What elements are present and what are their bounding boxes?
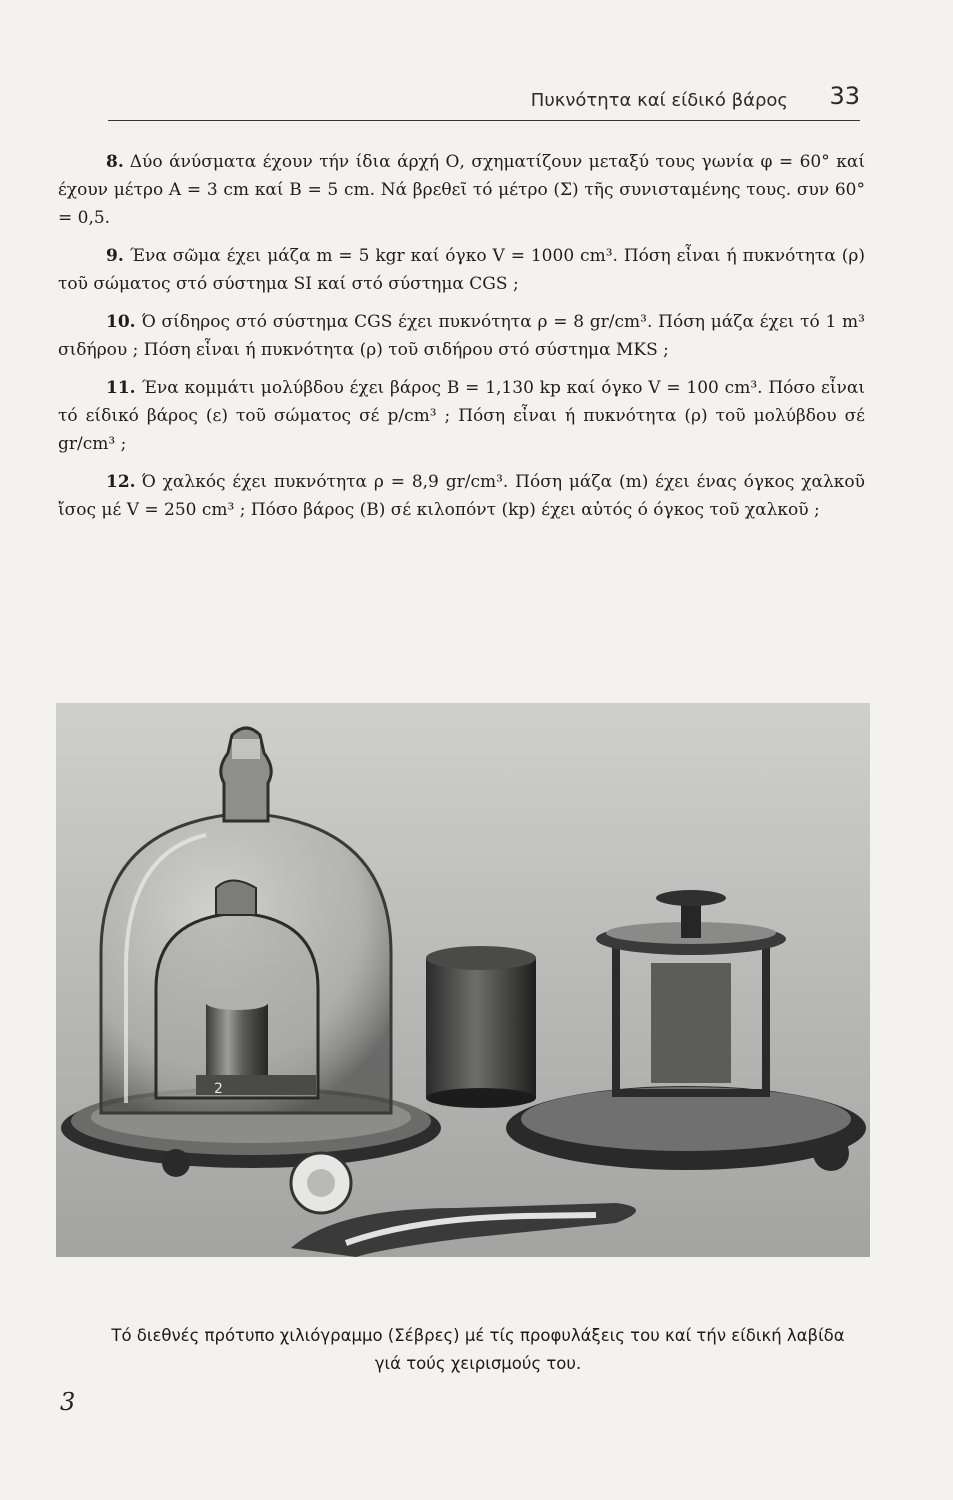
problem-number: 8.: [106, 152, 124, 172]
problem-text: Δύο άνύσματα έχουν τήν ίδια άρχή Ο, σχηματίζουν μεταξύ τους γωνία φ = 60° καί έχουν μέτρο Α = 3 cm καί Β = 5 cm. Νά βρεθεῖ τό μέτρο (Σ) τῆς συνισταμένης τους. συν 60° = 0,5.: [58, 152, 865, 228]
problem-8: [58, 148, 865, 232]
problem-11: [58, 374, 865, 458]
problem-text: Ό χαλκός έχει πυκνότητα ρ = 8,9 gr/cm³. Πόση μάζα (m) έχει ένας όγκος χαλκοῦ ἴσος μέ V = 250 cm³ ; Πόσο βάρος (Β) σέ κιλοπόντ (kp) έχει αὐτός ό όγκος τοῦ χαλκοῦ ;: [58, 472, 865, 520]
problem-text: Ένα κομμάτι μολύβδου έχει βάρος Β = 1,130 kp καί όγκο V = 100 cm³. Πόσο εἶναι τό είδικό βάρος (ε) τοῦ σώματος σέ p/cm³ ; Πόση εἶναι ή πυκνότητα (ρ) τοῦ μολύβδου σέ gr/cm³ ;: [58, 378, 865, 454]
metal-canister: [426, 958, 536, 1098]
caption-line-1: Τό διεθνές πρότυπο χιλιόγραμμο (Σέβρες) μέ τίς προφυλάξεις του καί τήν είδική λαβίδα: [111, 1326, 845, 1345]
problem-text: Ό σίδηρος στό σύστημα CGS έχει πυκνότητα ρ = 8 gr/cm³. Πόση μάζα έχει τό 1 m³ σιδήρου ; Πόση εἶναι ή πυκνότητα (ρ) τοῦ σιδήρου στό σύστημα MKS ;: [58, 312, 865, 360]
problem-number: 11.: [106, 378, 136, 398]
running-header: [108, 82, 860, 121]
sheet-signature: 3: [60, 1388, 76, 1416]
running-title: Πυκνότητα καί είδικό βάρος: [530, 90, 788, 111]
problem-list: [58, 148, 865, 534]
weight-label: 2: [214, 1081, 223, 1097]
problem-number: 10.: [106, 312, 136, 332]
kilogram-prototype-photo: [56, 703, 870, 1257]
caption-line-2: γιά τούς χειρισμούς του.: [374, 1354, 582, 1373]
problem-12: [58, 468, 865, 524]
problem-10: [58, 308, 865, 364]
problem-number: 12.: [106, 472, 136, 492]
problem-text: Ένα σῶμα έχει μάζα m = 5 kgr καί όγκο V = 1000 cm³. Πόση εἶναι ή πυκνότητα (ρ) τοῦ σώματος στό σύστημα SI καί στό σύστημα CGS ;: [58, 246, 865, 294]
kilogram-cylinder: [206, 1003, 268, 1081]
problem-9: [58, 242, 865, 298]
figure-caption: [48, 1322, 908, 1378]
page-number: 33: [829, 82, 860, 110]
problem-number: 9.: [106, 246, 124, 266]
